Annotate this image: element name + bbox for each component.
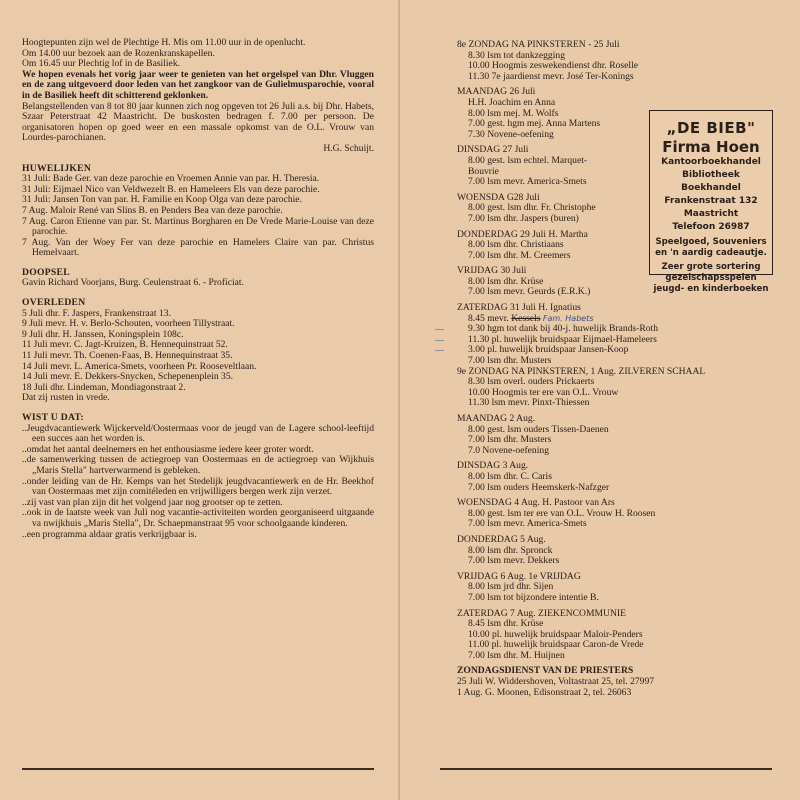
wist-entry: ..een programma aldaar gratis verkrijgbaar is.: [22, 528, 197, 540]
mass-line: Bouvrie: [468, 165, 499, 177]
saturday-block: [435, 302, 658, 367]
day-heading: DINSDAG 3 Aug.: [457, 460, 529, 472]
bottom-rule-right: [440, 768, 772, 770]
mass-line: 7.00 lsm mevr. America-Smets: [468, 176, 587, 188]
marriage-entry: 31 Juli: Bade Ger. van deze parochie en Vroemen Annie van par. H. Theresia.: [22, 173, 320, 185]
marriage-entry: 31 Juli: Jansen Ton van par. H. Familie en Koop Olga van deze parochie.: [22, 194, 302, 206]
mass-line: 7.00 lsm ouders Heemskerk-Nafzger: [468, 481, 610, 493]
mass-line: 7.00 lsm mevr. America-Smets: [468, 518, 587, 530]
death-entry: 18 Juli dhr. Lindeman, Mondiagonstraat 2.: [22, 381, 186, 393]
pen-mark: —: [435, 324, 444, 335]
day-heading: MAANDAG 26 Juli: [457, 86, 536, 98]
organ-text: We hopen evenals het vorig jaar weer te genieten van het orgelspel van Dhr. Vluggen en de zang uitgevoerd door leden van het zangkoor van de Gulielmusparochie, vooral in de Basiliek heeft dit schitterend geklonken.: [22, 68, 374, 101]
ad-firm: Firma Hoen: [662, 138, 760, 156]
mass-line: 10.00 pl. huwelijk bruidspaar Maloir-Penders: [468, 628, 643, 640]
death-entry: 14 Juli mevr. L. America-Smets, voorheen Pr. Rooseveltlaan.: [22, 360, 257, 372]
day-block: [457, 87, 652, 140]
day-heading: ZATERDAG 31 Juli H. Ignatius: [457, 302, 581, 314]
mass-line: 7.00 lsm tot bijzondere intentie B.: [468, 591, 599, 603]
day-block: [457, 40, 652, 82]
mass-line: — 3.00 pl. huwelijk bruidspaar Jansen-Koop: [435, 344, 629, 356]
schedule-column: [435, 39, 706, 698]
mass-line: — 11.30 pl. huwelijk bruidspaar Eijmael-Hameleers: [435, 333, 657, 345]
mass-line: 8.45 lsm dhr. Krüse: [468, 618, 544, 630]
mass-line: 8.00 gest. lsm ouders Tissen-Daenen: [468, 423, 609, 435]
wist-entry: ..zij vast van plan zijn dit het volgend jaar nog grootser op te zetten.: [22, 496, 283, 508]
day-heading: MAANDAG 2 Aug.: [457, 413, 536, 424]
struck-name: Kessels: [511, 312, 541, 324]
ad-slogan: gezelschapsspelen: [665, 273, 757, 283]
pen-mark: —: [435, 334, 444, 345]
day-heading: 8e ZONDAG NA PINKSTEREN - 25 Juli: [457, 39, 620, 50]
ad-slogan: jeugd- en kinderboeken: [653, 284, 769, 294]
mass-line: 8.45 mevr. Kessels Fam. Habets: [468, 312, 594, 324]
bottom-rule-left: [22, 768, 374, 770]
mass-line: 8.00 lsm mej. M. Wolfs: [468, 107, 559, 119]
day-block: [457, 461, 652, 493]
wist-entry: ..ook in de laatste week van Juli nog vacantie-activiteiten worden georganiseerd uitgaande va nwijkhuis „Maris Stella", Dr. Schaepmanstraat 95 voor schoolgaande kinderen.: [22, 507, 374, 529]
day-heading: WOENSDA G28 Juli: [457, 191, 540, 203]
day-block: [457, 193, 652, 225]
intro-line: Om 16.45 uur Plechtig lof in de Basiliek.: [22, 58, 181, 70]
priest-line: 25 Juli W. Widdershoven, Voltastraat 25, tel. 27997: [457, 676, 655, 688]
mass-line: 7.30 Novene-oefening: [468, 128, 554, 140]
huwelijken-list: [22, 174, 374, 259]
wist-list: [22, 424, 374, 541]
overleden-list: [22, 309, 374, 404]
mass-line: 7.00 lsm dhr. Jaspers (buren): [468, 212, 579, 224]
day-block: [457, 572, 652, 604]
day-heading: DONDERDAG 29 Juli H. Martha: [457, 228, 588, 240]
day-heading: VRIJDAG 30 Juli: [457, 265, 527, 277]
mass-line: 8.30 lsm tot dankzegging: [468, 49, 565, 61]
ad-line: Boekhandel: [681, 183, 741, 193]
mass-line: 7.00 lsm mevr. Geurds (E.R.K.): [468, 286, 591, 298]
wist-entry: ..de samenwerking tussen de actiegroep van Oostermaas en de actiegroep van Wijkhuis „Maris Stella" hartverwarmend is gebleken.: [22, 454, 374, 476]
mass-line: 8.00 gest. lsm echtel. Marquet-: [468, 154, 588, 166]
mass-line: 8.30 lsm overl. ouders Prickaerts: [468, 376, 595, 388]
mass-line: 8.00 lsm dhr. Spronck: [468, 544, 553, 556]
marriage-entry: 31 Juli: Eijmael Nico van Veldwezelt B. en Hameleers Els van deze parochie.: [22, 183, 320, 195]
wist-heading: WIST U DAT:: [22, 412, 84, 423]
ad-slogan: Zeer grote sortering: [661, 262, 761, 272]
ad-slogan: en 'n aardig cadeautje.: [655, 248, 767, 258]
mass-line: 11.30 lsm mevr. Pinxt-Thiessen: [468, 397, 590, 409]
mass-line: 7.00 lsm dhr. Musters: [468, 355, 552, 367]
huwelijken-heading: HUWELIJKEN: [22, 162, 92, 174]
pen-mark: —: [435, 345, 444, 356]
wist-entry: ..Jeugdvacantiewerk Wijckerveld/Oostermaas voor de jeugd van de Lagere school-leeftijd een succes aan het worden is.: [22, 422, 374, 445]
marriage-entry: 7 Aug. Maloir René van Slins B. en Penders Bea van deze parochie.: [22, 204, 283, 216]
intro-line: Om 14.00 uur bezoek aan de Rozenkranskapellen.: [22, 47, 215, 59]
mass-line: 7.00 lsm mevr. Dekkers: [468, 555, 560, 567]
mass-line: 10.00 Hoogmis zeswekendienst dhr. Roselle: [468, 60, 638, 72]
signature: H.G. Schuijt.: [323, 142, 374, 154]
mass-line: 7.00 lsm dhr. Musters: [468, 434, 552, 446]
wist-entry: ..onder leiding van de Hr. Kemps van het Stedelijk jeugdvacantiewerk en de Hr. Beekhof van Oostermaas met zijn comitéleden en vrijwilligers bergen werk zijn verzet.: [22, 475, 374, 498]
day-heading: ZATERDAG 7 Aug. ZIEKENCOMMUNIE: [457, 607, 626, 619]
mass-line: 8.00 lsm dhr. Krüse: [468, 275, 544, 287]
mass-line: 8.00 lsm dhr. Christiaans: [468, 239, 564, 251]
ad-line: Maastricht: [683, 209, 739, 219]
death-entry: 9 Juli dhr. H. Janssen, Koningsplein 108c.: [22, 328, 184, 340]
mass-line: 7.00 gest. hgm mej. Anna Martens: [468, 118, 601, 130]
mass-line: H.H. Joachim en Anna: [468, 96, 556, 108]
day-block: [457, 414, 652, 456]
ad-line: Telefoon 26987: [672, 222, 750, 232]
marriage-entry: 7 Aug. Van der Woey Fer van deze parochie en Hamelers Claire van par. Christus Hemelvaart.: [22, 236, 374, 259]
death-entry: 5 Juli dhr. F. Jaspers, Frankenstraat 13.: [22, 307, 171, 319]
priest-line: 1 Aug. G. Moonen, Edisonstraat 2, tel. 26063: [457, 686, 632, 698]
day-block: [457, 145, 652, 187]
ad-line: Frankenstraat 132: [664, 196, 758, 206]
left-column: [22, 38, 374, 540]
mass-line: 7.00 lsm dhr. M. Creemers: [468, 249, 571, 261]
day-block: [457, 230, 652, 262]
intro-line: Hoogtepunten zijn wel de Plechtige H. Mis om 11.00 uur in de openlucht.: [22, 37, 306, 48]
day-heading: WOENSDAG 4 Aug. H. Pastoor van Ars: [457, 497, 615, 509]
mass-line: 8.00 gest. lsm ter ere van O.L. Vrouw H. Roosen: [468, 507, 656, 519]
day-block: [457, 535, 652, 567]
doopsel-text: Gavin Richard Voorjans, Burg. Ceulenstraat 6. - Proficiat.: [22, 277, 244, 289]
death-entry: 11 Juli mevr. Th. Coenen-Faas, B. Hennequinstraat 35.: [22, 350, 233, 362]
priests-block: [457, 665, 655, 698]
priests-heading: ZONDAGSDIENST VAN DE PRIESTERS: [457, 665, 634, 677]
day-heading: DONDERDAG 5 Aug.: [457, 533, 546, 545]
mass-line: 7.0 Novene-oefening: [468, 444, 549, 456]
mass-line: 8.00 lsm jrd dhr. Sijen: [468, 581, 554, 593]
overleden-heading: OVERLEDEN: [22, 297, 86, 309]
ad-title: „DE BIEB": [666, 119, 756, 137]
mass-line: 8.00 gest. lsm dhr. Fr. Christophe: [468, 202, 596, 214]
day-block: [457, 609, 652, 662]
day-block: [457, 365, 706, 409]
mass-line: 7.00 lsm dhr. M. Huijnen: [468, 649, 565, 661]
day-block: [457, 266, 652, 298]
death-entry: 9 Juli mevr. H. v. Berlo-Schouten, voorheen Tillystraat.: [22, 318, 235, 330]
day-heading: VRIJDAG 6 Aug. 1e VRIJDAG: [457, 570, 581, 582]
mass-line: 8.00 lsm dhr. C. Caris: [468, 470, 552, 482]
doopsel-heading: DOOPSEL: [22, 266, 70, 278]
advertisement-box: [649, 110, 773, 294]
mass-line: 11.00 pl. huwelijk bruidspaar Caron-de Vrede: [468, 639, 644, 651]
ad-line: Kantoorboekhandel: [661, 157, 761, 167]
day-heading: 9e ZONDAG NA PINKSTEREN, 1 Aug. ZILVEREN SCHAAL: [457, 365, 706, 377]
mass-line: 11.30 7e jaardienst mevr. José Ter-Konings: [468, 70, 634, 82]
death-entry: 14 Juli mevr. E. Dekkers-Snycken, Schepenenplein 35.: [22, 371, 234, 383]
ad-line: Bibliotheek: [682, 170, 740, 180]
bus-text: Belangstellenden van 8 tot 80 jaar kunnen zich nog opgeven tot 26 Juli a.s. bij Dhr. Habets, Szaar Peterstraat 42 Maastricht. De buskosten bedragen f. 7.00 per persoon. De organisatoren hopen op goed weer en een massale opkomst van de O.L. Vrouw van Lourdes-parochianen.: [22, 100, 374, 144]
death-entry: Dat zij rusten in vrede.: [22, 392, 110, 404]
mass-line: — 9.30 hgm tot dank bij 40-j. huwelijk Brands-Roth: [435, 323, 658, 335]
ad-slogan: Speelgoed, Souveniers: [655, 237, 767, 247]
day-heading: DINSDAG 27 Juli: [457, 144, 529, 156]
death-entry: 11 Juli mevr. C. Jagt-Kruizen, B. Hennequinstraat 52.: [22, 339, 228, 351]
wist-entry: ..omdat het aantal deelnemers en het enthousiasme iedere keer groter wordt.: [22, 443, 314, 455]
handwritten-note: Fam. Habets: [542, 313, 594, 323]
day-block: [457, 497, 656, 530]
marriage-entry: 7 Aug. Caron Etienne van par. St. Martinus Borgharen en De Vrede Marie-Louise van deze parochie.: [22, 215, 374, 238]
mass-line: 10.00 Hoogmis ter ere van O.L. Vrouw: [468, 386, 619, 398]
